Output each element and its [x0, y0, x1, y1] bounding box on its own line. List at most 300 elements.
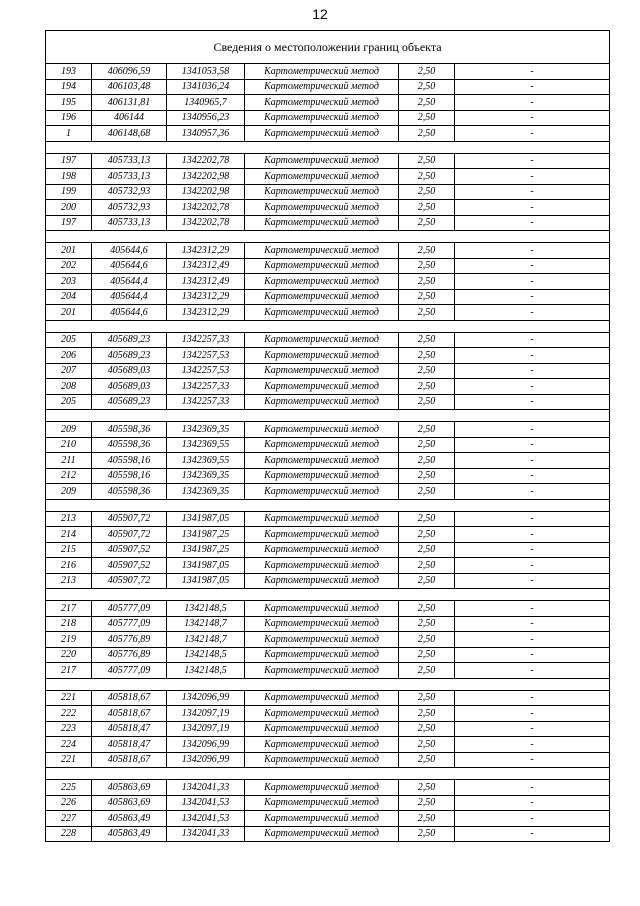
x-coordinate-cell: 405689,23: [92, 394, 167, 410]
group-separator-cell: [46, 768, 610, 780]
point-number-cell: 195: [46, 95, 92, 111]
y-coordinate-cell: 1342041,33: [167, 826, 245, 842]
table-row: [46, 110, 610, 126]
group-separator-cell: [46, 499, 610, 511]
point-number-cell: 204: [46, 289, 92, 305]
accuracy-cell: 2,50: [399, 363, 455, 379]
description-cell: -: [455, 453, 610, 469]
table-row: [46, 200, 610, 216]
y-coordinate-cell: 1342148,7: [167, 632, 245, 648]
table-row: [46, 690, 610, 706]
method-cell: Картометрический метод: [245, 542, 399, 558]
method-cell: Картометрический метод: [245, 332, 399, 348]
point-number-cell: 209: [46, 422, 92, 438]
y-coordinate-cell: 1342369,55: [167, 453, 245, 469]
y-coordinate-cell: 1342312,49: [167, 258, 245, 274]
method-cell: Картометрический метод: [245, 795, 399, 811]
accuracy-cell: 2,50: [399, 348, 455, 364]
point-number-cell: 220: [46, 647, 92, 663]
description-cell: -: [455, 422, 610, 438]
table-title-row: [46, 31, 610, 64]
accuracy-cell: 2,50: [399, 721, 455, 737]
table-row: [46, 126, 610, 142]
accuracy-cell: 2,50: [399, 542, 455, 558]
x-coordinate-cell: 406131,81: [92, 95, 167, 111]
page-number: 12: [312, 6, 328, 22]
accuracy-cell: 2,50: [399, 243, 455, 259]
description-cell: -: [455, 484, 610, 500]
point-number-cell: 212: [46, 468, 92, 484]
group-separator-row: [46, 768, 610, 780]
y-coordinate-cell: 1341053,58: [167, 64, 245, 80]
accuracy-cell: 2,50: [399, 647, 455, 663]
accuracy-cell: 2,50: [399, 64, 455, 80]
x-coordinate-cell: 405598,36: [92, 422, 167, 438]
point-number-cell: 193: [46, 64, 92, 80]
point-number-cell: 206: [46, 348, 92, 364]
x-coordinate-cell: 405644,6: [92, 305, 167, 321]
accuracy-cell: 2,50: [399, 511, 455, 527]
table-row: [46, 511, 610, 527]
description-cell: -: [455, 215, 610, 231]
method-cell: Картометрический метод: [245, 558, 399, 574]
y-coordinate-cell: 1342202,78: [167, 153, 245, 169]
point-number-cell: 203: [46, 274, 92, 290]
table-row: [46, 601, 610, 617]
method-cell: Картометрический метод: [245, 573, 399, 589]
y-coordinate-cell: 1342202,98: [167, 169, 245, 185]
point-number-cell: 224: [46, 737, 92, 753]
point-number-cell: 207: [46, 363, 92, 379]
x-coordinate-cell: 406148,68: [92, 126, 167, 142]
method-cell: Картометрический метод: [245, 95, 399, 111]
accuracy-cell: 2,50: [399, 601, 455, 617]
point-number-cell: 228: [46, 826, 92, 842]
x-coordinate-cell: 405777,09: [92, 663, 167, 679]
table-row: [46, 484, 610, 500]
point-number-cell: 197: [46, 153, 92, 169]
table-row: [46, 153, 610, 169]
point-number-cell: 221: [46, 752, 92, 768]
accuracy-cell: 2,50: [399, 752, 455, 768]
y-coordinate-cell: 1342148,5: [167, 647, 245, 663]
table-row: [46, 721, 610, 737]
y-coordinate-cell: 1342148,5: [167, 601, 245, 617]
method-cell: Картометрический метод: [245, 484, 399, 500]
point-number-cell: 197: [46, 215, 92, 231]
description-cell: -: [455, 258, 610, 274]
description-cell: -: [455, 289, 610, 305]
accuracy-cell: 2,50: [399, 95, 455, 111]
accuracy-cell: 2,50: [399, 126, 455, 142]
x-coordinate-cell: 405644,4: [92, 274, 167, 290]
table-row: [46, 274, 610, 290]
method-cell: Картометрический метод: [245, 752, 399, 768]
method-cell: Картометрический метод: [245, 305, 399, 321]
point-number-cell: 200: [46, 200, 92, 216]
x-coordinate-cell: 405689,23: [92, 348, 167, 364]
description-cell: -: [455, 721, 610, 737]
point-number-cell: 199: [46, 184, 92, 200]
method-cell: Картометрический метод: [245, 690, 399, 706]
method-cell: Картометрический метод: [245, 706, 399, 722]
table-row: [46, 305, 610, 321]
table-row: [46, 542, 610, 558]
method-cell: Картометрический метод: [245, 215, 399, 231]
table-row: [46, 527, 610, 543]
description-cell: -: [455, 305, 610, 321]
y-coordinate-cell: 1342202,78: [167, 200, 245, 216]
method-cell: Картометрический метод: [245, 200, 399, 216]
description-cell: -: [455, 437, 610, 453]
x-coordinate-cell: 405863,49: [92, 826, 167, 842]
y-coordinate-cell: 1342096,99: [167, 752, 245, 768]
table-row: [46, 363, 610, 379]
x-coordinate-cell: 405644,6: [92, 258, 167, 274]
point-number-cell: 198: [46, 169, 92, 185]
point-number-cell: 211: [46, 453, 92, 469]
x-coordinate-cell: 405732,93: [92, 184, 167, 200]
point-number-cell: 216: [46, 558, 92, 574]
description-cell: -: [455, 95, 610, 111]
y-coordinate-cell: 1342097,19: [167, 721, 245, 737]
point-number-cell: 223: [46, 721, 92, 737]
table-row: [46, 79, 610, 95]
point-number-cell: 219: [46, 632, 92, 648]
accuracy-cell: 2,50: [399, 690, 455, 706]
accuracy-cell: 2,50: [399, 215, 455, 231]
method-cell: Картометрический метод: [245, 243, 399, 259]
description-cell: -: [455, 394, 610, 410]
point-number-cell: 210: [46, 437, 92, 453]
x-coordinate-cell: 405818,67: [92, 752, 167, 768]
description-cell: -: [455, 663, 610, 679]
y-coordinate-cell: 1342369,35: [167, 484, 245, 500]
point-number-cell: 227: [46, 811, 92, 827]
y-coordinate-cell: 1342097,19: [167, 706, 245, 722]
x-coordinate-cell: 405818,47: [92, 737, 167, 753]
method-cell: Картометрический метод: [245, 153, 399, 169]
y-coordinate-cell: 1342312,49: [167, 274, 245, 290]
point-number-cell: 225: [46, 780, 92, 796]
description-cell: -: [455, 737, 610, 753]
point-number-cell: 221: [46, 690, 92, 706]
table-row: [46, 184, 610, 200]
accuracy-cell: 2,50: [399, 527, 455, 543]
method-cell: Картометрический метод: [245, 184, 399, 200]
point-number-cell: 205: [46, 332, 92, 348]
group-separator-cell: [46, 320, 610, 332]
table-row: [46, 379, 610, 395]
group-separator-cell: [46, 141, 610, 153]
x-coordinate-cell: 405863,69: [92, 795, 167, 811]
accuracy-cell: 2,50: [399, 332, 455, 348]
x-coordinate-cell: 405907,52: [92, 542, 167, 558]
method-cell: Картометрический метод: [245, 527, 399, 543]
method-cell: Картометрический метод: [245, 363, 399, 379]
table-row: [46, 826, 610, 842]
method-cell: Картометрический метод: [245, 79, 399, 95]
description-cell: -: [455, 126, 610, 142]
point-number-cell: 196: [46, 110, 92, 126]
accuracy-cell: 2,50: [399, 826, 455, 842]
y-coordinate-cell: 1342096,99: [167, 690, 245, 706]
table-row: [46, 437, 610, 453]
method-cell: Картометрический метод: [245, 616, 399, 632]
group-separator-row: [46, 589, 610, 601]
x-coordinate-cell: 405818,67: [92, 690, 167, 706]
method-cell: Картометрический метод: [245, 826, 399, 842]
description-cell: -: [455, 379, 610, 395]
accuracy-cell: 2,50: [399, 274, 455, 290]
table-row: [46, 422, 610, 438]
x-coordinate-cell: 405644,6: [92, 243, 167, 259]
description-cell: -: [455, 184, 610, 200]
description-cell: -: [455, 332, 610, 348]
accuracy-cell: 2,50: [399, 484, 455, 500]
table-row: [46, 64, 610, 80]
table-row: [46, 558, 610, 574]
description-cell: -: [455, 511, 610, 527]
table-row: [46, 616, 610, 632]
accuracy-cell: 2,50: [399, 258, 455, 274]
accuracy-cell: 2,50: [399, 379, 455, 395]
x-coordinate-cell: 405598,16: [92, 453, 167, 469]
description-cell: -: [455, 527, 610, 543]
x-coordinate-cell: 406144: [92, 110, 167, 126]
y-coordinate-cell: 1342202,98: [167, 184, 245, 200]
group-separator-row: [46, 320, 610, 332]
y-coordinate-cell: 1342257,33: [167, 332, 245, 348]
table-body: [46, 31, 610, 842]
y-coordinate-cell: 1342312,29: [167, 289, 245, 305]
point-number-cell: 1: [46, 126, 92, 142]
table-row: [46, 169, 610, 185]
description-cell: -: [455, 601, 610, 617]
description-cell: -: [455, 348, 610, 364]
accuracy-cell: 2,50: [399, 573, 455, 589]
accuracy-cell: 2,50: [399, 79, 455, 95]
table-row: [46, 243, 610, 259]
group-separator-cell: [46, 678, 610, 690]
method-cell: Картометрический метод: [245, 274, 399, 290]
method-cell: Картометрический метод: [245, 64, 399, 80]
method-cell: Картометрический метод: [245, 453, 399, 469]
accuracy-cell: 2,50: [399, 468, 455, 484]
description-cell: -: [455, 274, 610, 290]
y-coordinate-cell: 1341987,05: [167, 573, 245, 589]
table-row: [46, 258, 610, 274]
x-coordinate-cell: 405689,03: [92, 363, 167, 379]
y-coordinate-cell: 1342369,55: [167, 437, 245, 453]
group-separator-row: [46, 499, 610, 511]
y-coordinate-cell: 1341987,05: [167, 511, 245, 527]
method-cell: Картометрический метод: [245, 601, 399, 617]
method-cell: Картометрический метод: [245, 632, 399, 648]
x-coordinate-cell: 405689,03: [92, 379, 167, 395]
accuracy-cell: 2,50: [399, 169, 455, 185]
description-cell: -: [455, 826, 610, 842]
description-cell: -: [455, 811, 610, 827]
y-coordinate-cell: 1342312,29: [167, 305, 245, 321]
table-row: [46, 663, 610, 679]
x-coordinate-cell: 405907,72: [92, 511, 167, 527]
x-coordinate-cell: 405598,16: [92, 468, 167, 484]
method-cell: Картометрический метод: [245, 394, 399, 410]
accuracy-cell: 2,50: [399, 811, 455, 827]
description-cell: -: [455, 110, 610, 126]
y-coordinate-cell: 1341987,25: [167, 542, 245, 558]
table-row: [46, 737, 610, 753]
table-row: [46, 811, 610, 827]
y-coordinate-cell: 1341036,24: [167, 79, 245, 95]
method-cell: Картометрический метод: [245, 721, 399, 737]
x-coordinate-cell: 405733,13: [92, 153, 167, 169]
method-cell: Картометрический метод: [245, 780, 399, 796]
method-cell: Картометрический метод: [245, 437, 399, 453]
y-coordinate-cell: 1341987,25: [167, 527, 245, 543]
y-coordinate-cell: 1342257,53: [167, 363, 245, 379]
y-coordinate-cell: 1342096,99: [167, 737, 245, 753]
table-row: [46, 647, 610, 663]
method-cell: Картометрический метод: [245, 468, 399, 484]
point-number-cell: 194: [46, 79, 92, 95]
table-row: [46, 632, 610, 648]
accuracy-cell: 2,50: [399, 305, 455, 321]
x-coordinate-cell: 405818,47: [92, 721, 167, 737]
accuracy-cell: 2,50: [399, 706, 455, 722]
x-coordinate-cell: 405907,72: [92, 527, 167, 543]
description-cell: -: [455, 468, 610, 484]
point-number-cell: 213: [46, 573, 92, 589]
table-row: [46, 289, 610, 305]
point-number-cell: 201: [46, 305, 92, 321]
y-coordinate-cell: 1340956,23: [167, 110, 245, 126]
accuracy-cell: 2,50: [399, 632, 455, 648]
table-row: [46, 215, 610, 231]
description-cell: -: [455, 558, 610, 574]
point-number-cell: 214: [46, 527, 92, 543]
description-cell: -: [455, 616, 610, 632]
description-cell: -: [455, 647, 610, 663]
method-cell: Картометрический метод: [245, 169, 399, 185]
description-cell: -: [455, 690, 610, 706]
table-row: [46, 795, 610, 811]
point-number-cell: 202: [46, 258, 92, 274]
table-row: [46, 95, 610, 111]
description-cell: -: [455, 363, 610, 379]
x-coordinate-cell: 405733,13: [92, 215, 167, 231]
point-number-cell: 222: [46, 706, 92, 722]
accuracy-cell: 2,50: [399, 289, 455, 305]
y-coordinate-cell: 1341987,05: [167, 558, 245, 574]
x-coordinate-cell: 405777,09: [92, 616, 167, 632]
method-cell: Картометрический метод: [245, 663, 399, 679]
method-cell: Картометрический метод: [245, 126, 399, 142]
y-coordinate-cell: 1342041,53: [167, 795, 245, 811]
method-cell: Картометрический метод: [245, 258, 399, 274]
y-coordinate-cell: 1342148,7: [167, 616, 245, 632]
point-number-cell: 215: [46, 542, 92, 558]
accuracy-cell: 2,50: [399, 663, 455, 679]
table-title: Сведения о местоположении границ объекта: [46, 31, 610, 64]
x-coordinate-cell: 406103,48: [92, 79, 167, 95]
point-number-cell: 217: [46, 663, 92, 679]
description-cell: -: [455, 632, 610, 648]
group-separator-cell: [46, 231, 610, 243]
y-coordinate-cell: 1342148,5: [167, 663, 245, 679]
y-coordinate-cell: 1342369,35: [167, 422, 245, 438]
x-coordinate-cell: 405598,36: [92, 437, 167, 453]
description-cell: -: [455, 200, 610, 216]
point-number-cell: 217: [46, 601, 92, 617]
method-cell: Картометрический метод: [245, 511, 399, 527]
boundary-coordinates-table: [45, 30, 610, 842]
accuracy-cell: 2,50: [399, 184, 455, 200]
method-cell: Картометрический метод: [245, 647, 399, 663]
point-number-cell: 208: [46, 379, 92, 395]
y-coordinate-cell: 1342257,33: [167, 394, 245, 410]
x-coordinate-cell: 405863,69: [92, 780, 167, 796]
description-cell: -: [455, 243, 610, 259]
x-coordinate-cell: 405818,67: [92, 706, 167, 722]
description-cell: -: [455, 79, 610, 95]
y-coordinate-cell: 1342041,53: [167, 811, 245, 827]
group-separator-row: [46, 231, 610, 243]
accuracy-cell: 2,50: [399, 422, 455, 438]
description-cell: -: [455, 795, 610, 811]
point-number-cell: 218: [46, 616, 92, 632]
accuracy-cell: 2,50: [399, 200, 455, 216]
description-cell: -: [455, 573, 610, 589]
x-coordinate-cell: 405689,23: [92, 332, 167, 348]
x-coordinate-cell: 405776,89: [92, 632, 167, 648]
accuracy-cell: 2,50: [399, 780, 455, 796]
description-cell: -: [455, 706, 610, 722]
x-coordinate-cell: 406096,59: [92, 64, 167, 80]
x-coordinate-cell: 405598,36: [92, 484, 167, 500]
group-separator-row: [46, 410, 610, 422]
table-row: [46, 706, 610, 722]
y-coordinate-cell: 1342202,78: [167, 215, 245, 231]
x-coordinate-cell: 405907,52: [92, 558, 167, 574]
method-cell: Картометрический метод: [245, 422, 399, 438]
point-number-cell: 201: [46, 243, 92, 259]
description-cell: -: [455, 64, 610, 80]
method-cell: Картометрический метод: [245, 737, 399, 753]
description-cell: -: [455, 169, 610, 185]
table-row: [46, 780, 610, 796]
group-separator-row: [46, 141, 610, 153]
description-cell: -: [455, 752, 610, 768]
y-coordinate-cell: 1340965,7: [167, 95, 245, 111]
accuracy-cell: 2,50: [399, 453, 455, 469]
accuracy-cell: 2,50: [399, 110, 455, 126]
method-cell: Картометрический метод: [245, 110, 399, 126]
table-row: [46, 468, 610, 484]
accuracy-cell: 2,50: [399, 558, 455, 574]
method-cell: Картометрический метод: [245, 289, 399, 305]
point-number-cell: 213: [46, 511, 92, 527]
group-separator-cell: [46, 410, 610, 422]
point-number-cell: 205: [46, 394, 92, 410]
x-coordinate-cell: 405863,49: [92, 811, 167, 827]
description-cell: -: [455, 780, 610, 796]
x-coordinate-cell: 405777,09: [92, 601, 167, 617]
description-cell: -: [455, 542, 610, 558]
table-row: [46, 573, 610, 589]
y-coordinate-cell: 1342369,35: [167, 468, 245, 484]
